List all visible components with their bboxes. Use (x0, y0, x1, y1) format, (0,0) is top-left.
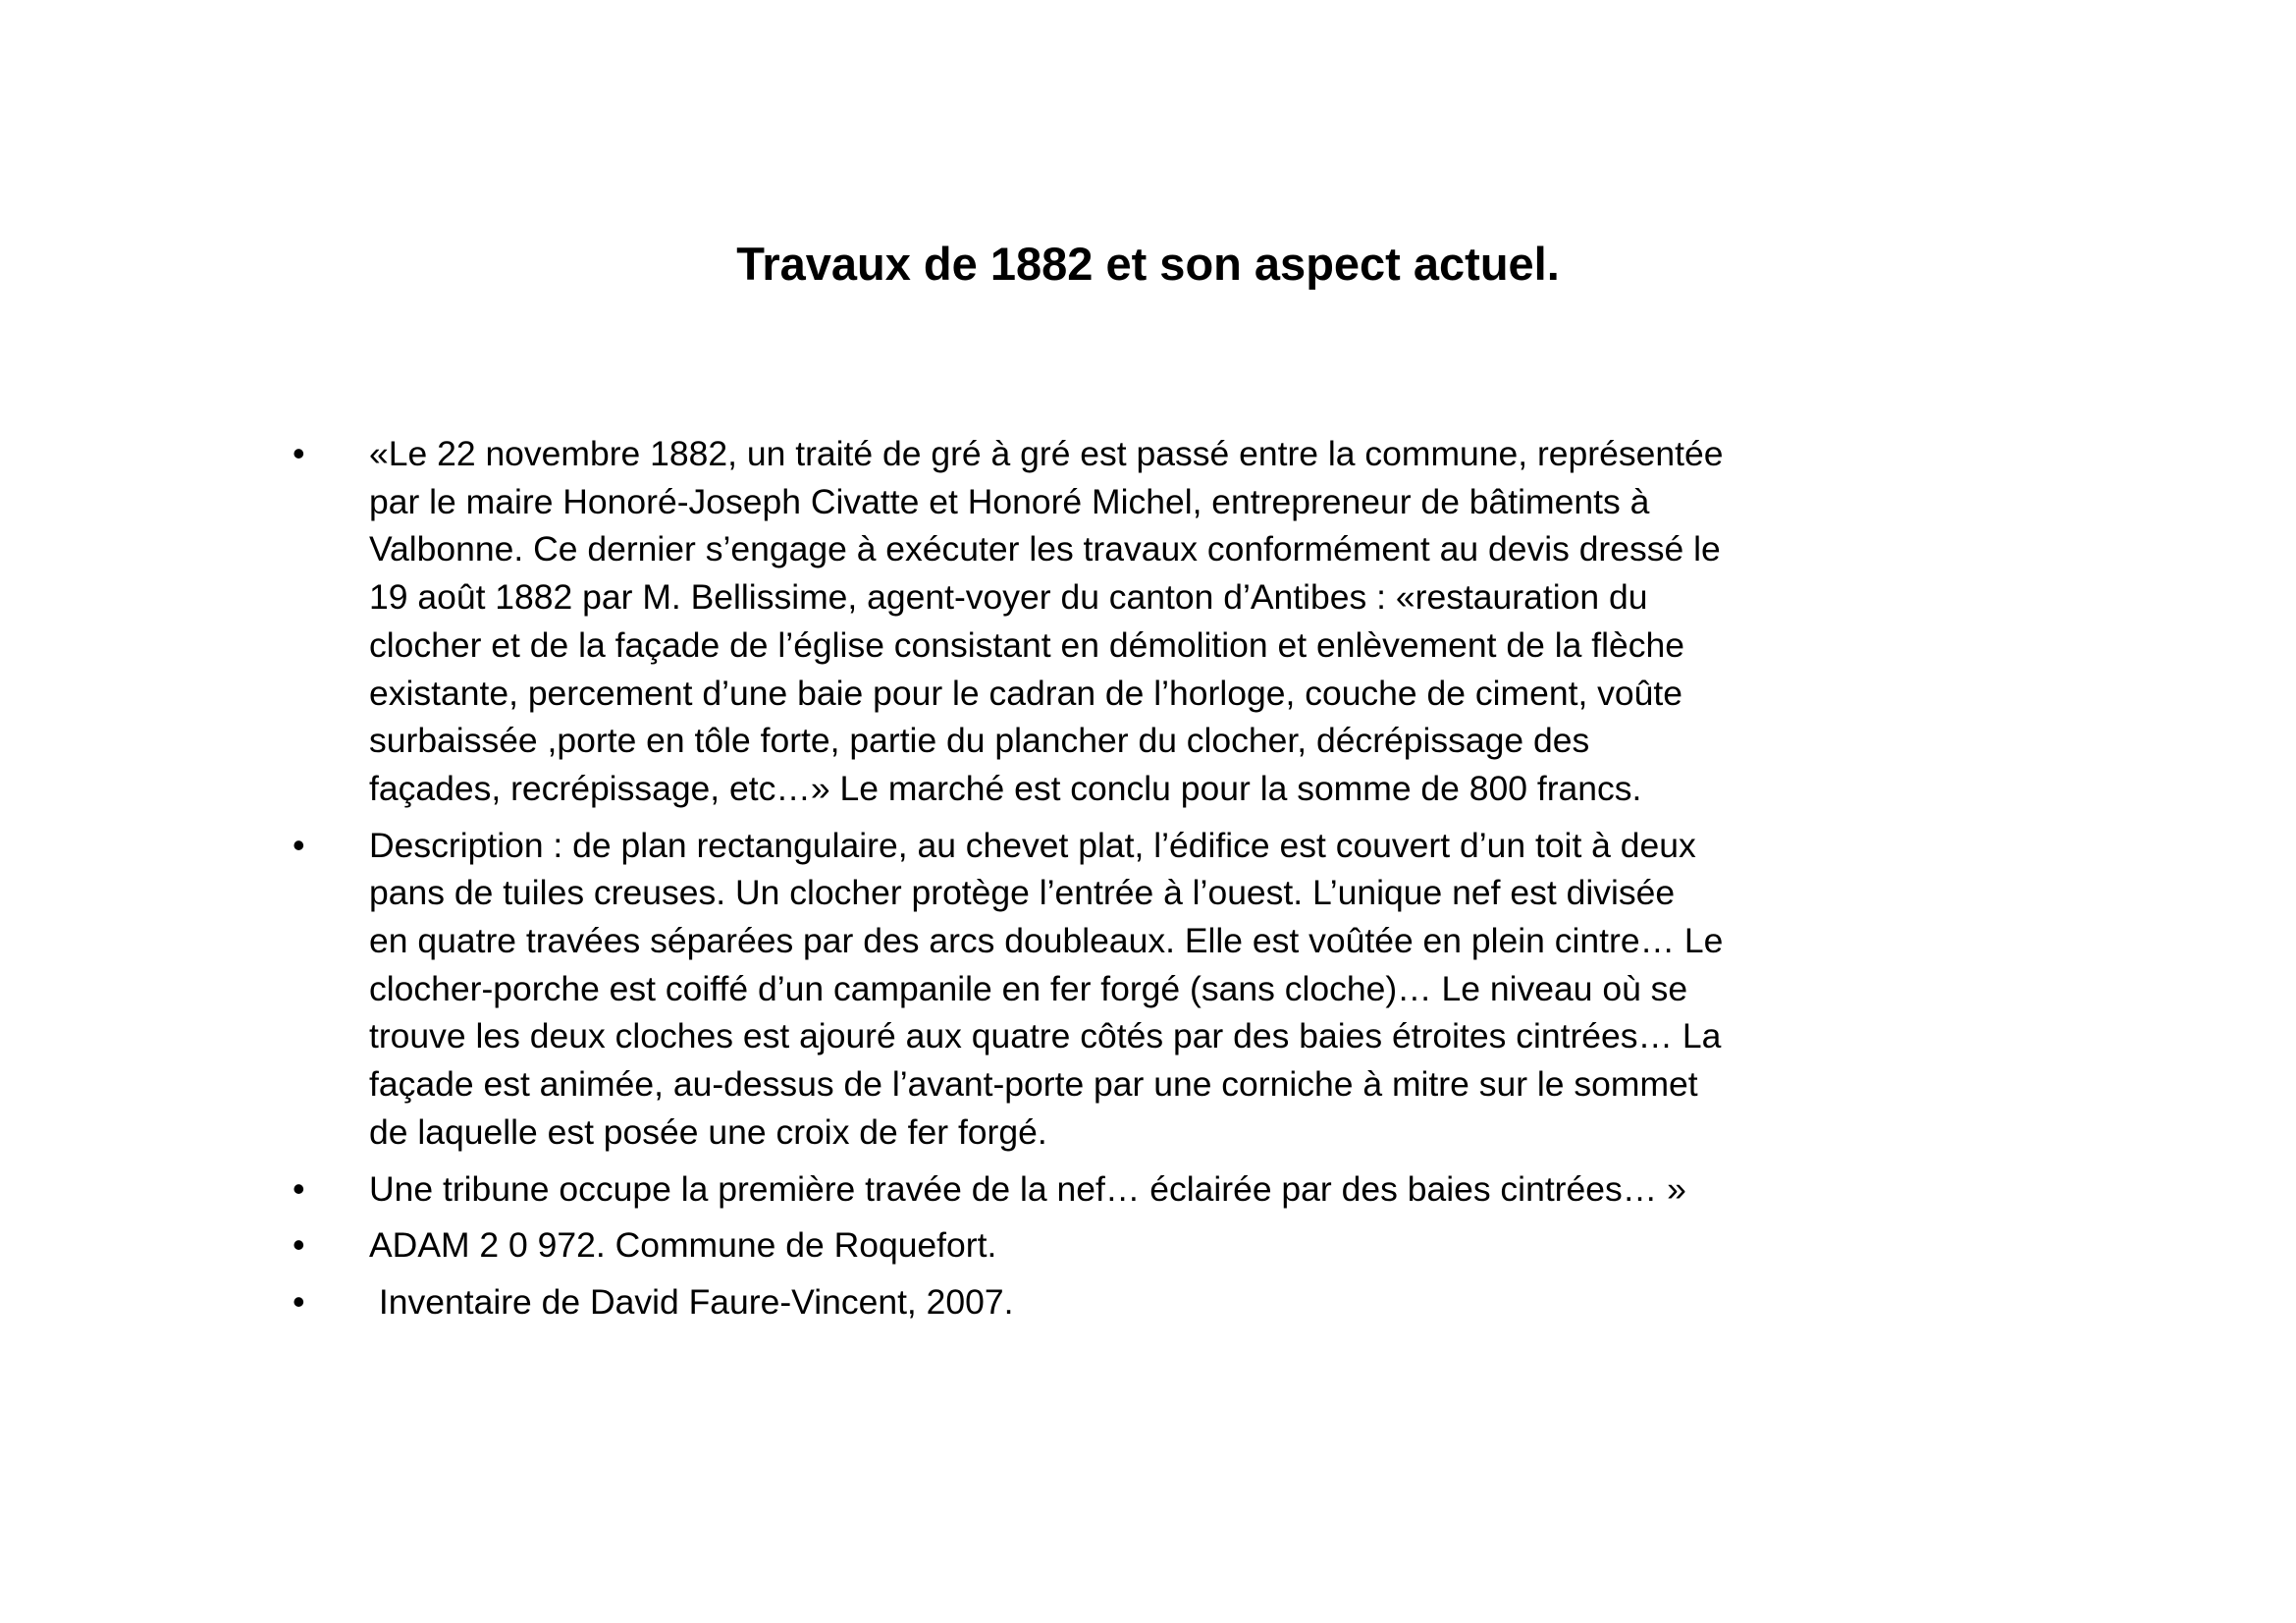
bullet-item-4 (293, 1221, 1961, 1270)
bullet-text-2 (369, 822, 1930, 1157)
text-line: ADAM 2 0 972. Commune de Roquefort. (369, 1225, 997, 1266)
bullet-dot-icon: • (293, 1280, 305, 1322)
slide-title: Travaux de 1882 et son aspect actuel. (736, 238, 1560, 290)
text-line: façade est animée, au-dessus de l’avant-porte par une corniche à mitre sur le sommet (369, 1064, 1698, 1105)
bullet-dot-icon: • (293, 1224, 305, 1266)
bullet-item-3 (293, 1165, 1961, 1214)
bullet-item-1 (293, 430, 1961, 813)
text-line: «Le 22 novembre 1882, un traité de gré à gré est passé entre la commune, représentée (369, 434, 1724, 473)
bullet-list (293, 430, 1961, 1335)
bullet-dot-icon: • (293, 1167, 305, 1209)
text-line: clocher et de la façade de l’église consistant en démolition et enlèvement de la flèche (369, 624, 1684, 665)
bullet-text-4 (369, 1221, 1930, 1270)
text-line: Inventaire de David Faure-Vincent, 2007. (369, 1281, 1014, 1322)
text-line: façades, recrépissage, etc…» Le marché est conclu pour la somme de 800 francs. (369, 768, 1642, 808)
bullet-item-2 (293, 822, 1961, 1157)
text-line: de laquelle est posée une croix de fer forgé. (369, 1111, 1047, 1152)
text-line: surbaissée ,porte en tôle forte, partie du plancher du clocher, décrépissage des (369, 721, 1590, 761)
bullet-dot-icon: • (293, 824, 305, 865)
text-line: en quatre travées séparées par des arcs doubleaux. Elle est voûtée en plein cintre… Le (369, 921, 1724, 961)
bullet-text-5 (369, 1278, 1930, 1326)
text-line: Description : de plan rectangulaire, au chevet plat, l’édifice est couvert d’un toit à deux (369, 825, 1696, 865)
bullet-item-5 (293, 1278, 1961, 1326)
text-line: Une tribune occupe la première travée de la nef… éclairée par des baies cintrées… » (369, 1168, 1686, 1209)
bullet-text-3 (369, 1165, 1930, 1214)
text-line: Valbonne. Ce dernier s’engage à exécuter les travaux conformément au devis dressé le (369, 529, 1721, 569)
text-line: pans de tuiles creuses. Un clocher protège l’entrée à l’ouest. L’unique nef est divisée (369, 873, 1676, 913)
text-line: 19 août 1882 par M. Bellissime, agent-voyer du canton d’Antibes : «restauration du (369, 577, 1648, 618)
bullet-text-1 (369, 430, 1930, 813)
text-line: trouve les deux cloches est ajouré aux quatre côtés par des baies étroites cintrées… La (369, 1016, 1722, 1056)
bullet-dot-icon: • (293, 433, 305, 473)
text-line: existante, percement d’une baie pour le cadran de l’horloge, couche de ciment, voûte (369, 673, 1683, 713)
text-line: par le maire Honoré-Joseph Civatte et Honoré Michel, entrepreneur de bâtiments à (369, 481, 1650, 521)
text-line: clocher-porche est coiffé d’un campanile en fer forgé (sans cloche)… Le niveau où se (369, 968, 1688, 1008)
